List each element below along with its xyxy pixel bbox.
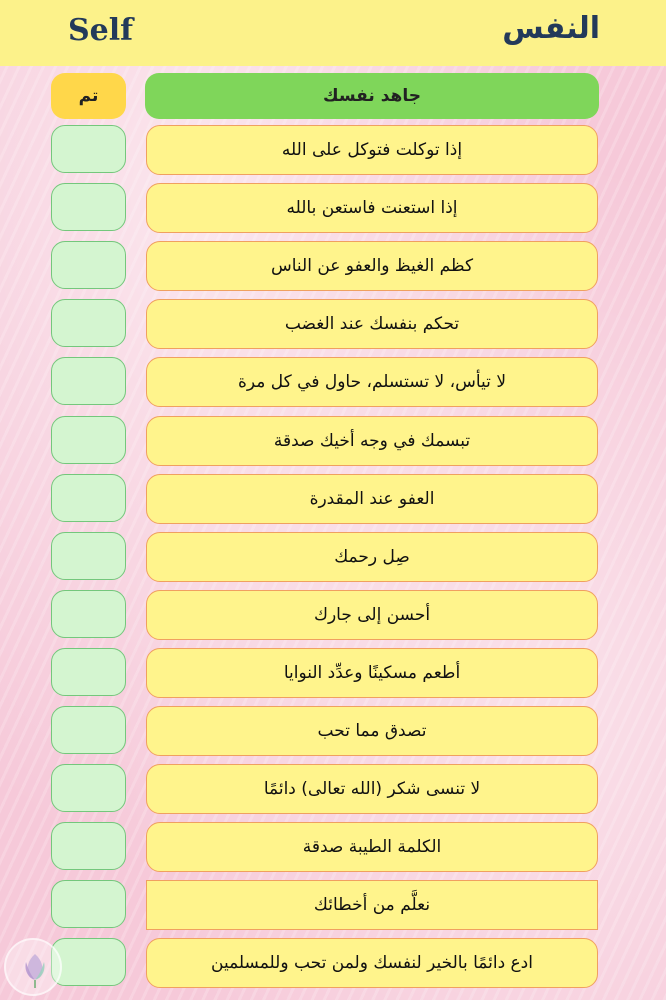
done-column-header: تم	[51, 73, 126, 119]
done-checkbox[interactable]	[51, 416, 126, 464]
task-label: أحسن إلى جارك	[146, 590, 598, 640]
tasks-column-header: جاهد نفسك	[145, 73, 599, 119]
done-checkbox[interactable]	[51, 822, 126, 870]
done-checkbox[interactable]	[51, 125, 126, 173]
checklist-row	[0, 241, 666, 291]
checklist-row	[0, 357, 666, 407]
checklist-row	[0, 416, 666, 466]
done-checkbox[interactable]	[51, 648, 126, 696]
task-label: صِل رحمك	[146, 532, 598, 582]
done-checkbox[interactable]	[51, 183, 126, 231]
done-checkbox[interactable]	[51, 880, 126, 928]
done-checkbox[interactable]	[51, 241, 126, 289]
task-label: ادع دائمًا بالخير لنفسك ولمن تحب وللمسلمين	[146, 938, 598, 988]
done-checkbox[interactable]	[51, 532, 126, 580]
done-checkbox[interactable]	[51, 299, 126, 347]
task-label: لا تنسى شكر (الله تعالى) دائمًا	[146, 764, 598, 814]
task-label: العفو عند المقدرة	[146, 474, 598, 524]
task-label: الكلمة الطيبة صدقة	[146, 822, 598, 872]
checklist-row	[0, 183, 666, 233]
done-checkbox[interactable]	[51, 764, 126, 812]
task-label: تحكم بنفسك عند الغضب	[146, 299, 598, 349]
checklist-row	[0, 590, 666, 640]
checklist-row	[0, 938, 666, 988]
checklist-row	[0, 125, 666, 175]
tulip-logo-icon	[4, 938, 62, 996]
checklist-row	[0, 764, 666, 814]
done-checkbox[interactable]	[51, 706, 126, 754]
task-label: تبسمك في وجه أخيك صدقة	[146, 416, 598, 466]
task-label: كظم الغيظ والعفو عن الناس	[146, 241, 598, 291]
page-title-english: Self	[68, 13, 134, 48]
task-label: إذا توكلت فتوكل على الله	[146, 125, 598, 175]
checklist-row	[0, 532, 666, 582]
checklist-row	[0, 880, 666, 930]
task-label: إذا استعنت فاستعن بالله	[146, 183, 598, 233]
done-checkbox[interactable]	[51, 474, 126, 522]
checklist-row	[0, 822, 666, 872]
checklist-row	[0, 299, 666, 349]
page-title-arabic: النفس	[502, 11, 600, 46]
checklist-row	[0, 474, 666, 524]
task-label: تصدق مما تحب	[146, 706, 598, 756]
task-label: نعلَّم من أخطائك	[146, 880, 598, 930]
checklist-row	[0, 648, 666, 698]
task-label: لا تيأس، لا تستسلم، حاول في كل مرة	[146, 357, 598, 407]
header-bar	[0, 0, 666, 66]
task-label: أطعم مسكينًا وعدِّد النوايا	[146, 648, 598, 698]
done-checkbox[interactable]	[51, 590, 126, 638]
checklist-row	[0, 706, 666, 756]
done-checkbox[interactable]	[51, 357, 126, 405]
